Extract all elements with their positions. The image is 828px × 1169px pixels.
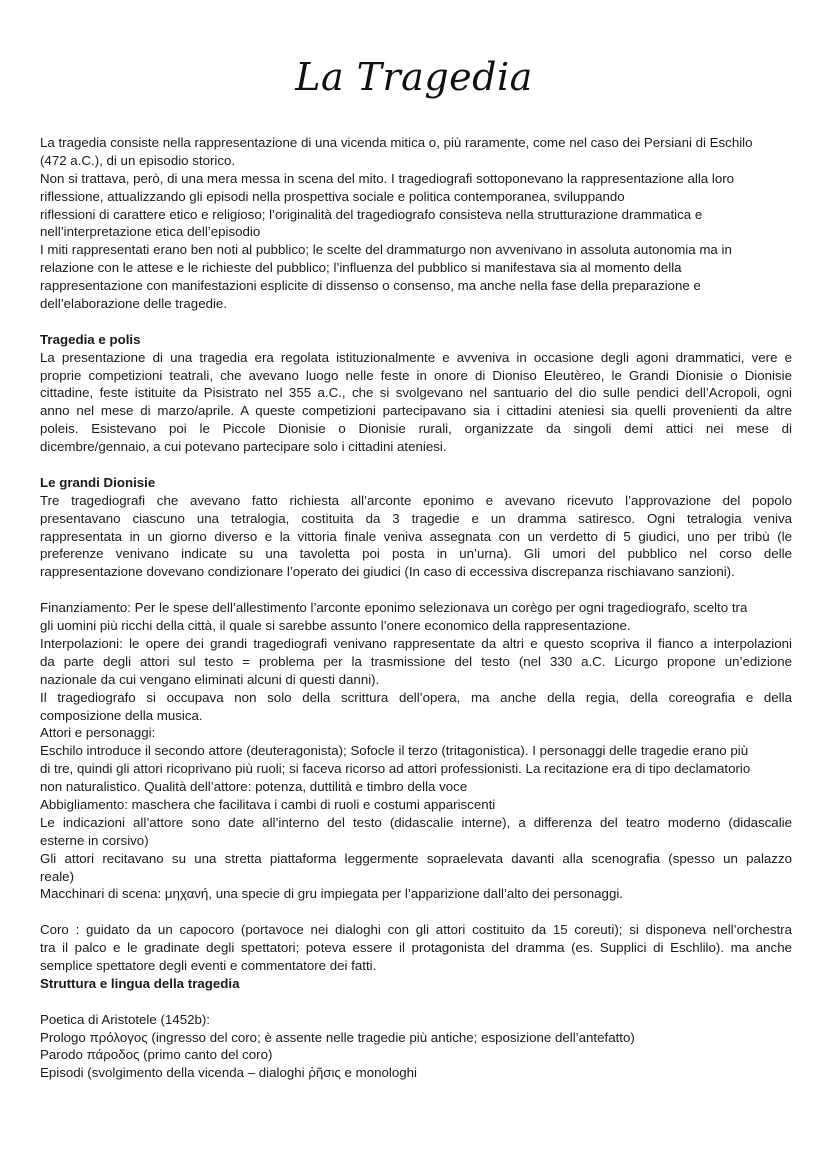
- text-line: riflessioni di carattere etico e religioso; l’originalità del tragediografo consisteva nella strutturazione drammatica e: [40, 206, 703, 222]
- text-line: Parodo πάροδος (primo canto del coro): [40, 1047, 273, 1063]
- text-line: La tragedia consiste nella rappresentazione di una vicenda mitica o, più raramente, come nel caso dei Persiani di Eschilo: [40, 135, 753, 150]
- text-line: dell’elaborazione delle tragedie.: [40, 296, 228, 312]
- text-line: Tre tragediografi che avevano fatto richiesta all’arconte eponimo e avevano ricevuto l’approvazione del popolo: [40, 492, 792, 508]
- text-line: Il tragediografo si occupava non solo della scrittura dell’opera, ma anche della regia, della coreografia e della: [40, 689, 792, 705]
- page-title: La Tragedia: [295, 55, 533, 99]
- text-line: Prologo πρόλογος (ingresso del coro; è assente nelle tragedie più antiche; esposizione dell’antefatto): [40, 1029, 635, 1045]
- text-line: rappresentazione dovevano condizionare l’operato dei giudici (In caso di eccessiva discrepanza rischiavano sanzioni).: [40, 564, 735, 580]
- text-line: Interpolazioni: le opere dei grandi tragediografi venivano rappresentate da altri e questo scopriva il fianco a interpolazioni: [40, 635, 792, 651]
- text-line: gli uomini più ricchi della città, il quale si sarebbe assunto l’onere economico della rappresentazione.: [40, 618, 631, 634]
- text-line: Poetica di Aristotele (1452b):: [40, 1011, 211, 1027]
- text-line: tra il palco e le gradinate degli spettatori; poteva essere il protagonista del dramma (es. Supplici di Eschlilo). ma anche: [40, 940, 792, 956]
- text-line: Abbigliamento: maschera che facilitava i cambi di ruoli e costumi appariscenti: [40, 796, 496, 812]
- text-line: anno nel mese di marzo/aprile. A queste competizioni partecipavano sia i cittadini ateniesi sia quelli provenienti da altre: [40, 403, 792, 419]
- text-line: nell’interpretazione etica dell’episodio: [40, 224, 261, 240]
- document-body: [40, 134, 792, 1082]
- text-line: La presentazione di una tragedia era regolata istituzionalmente e avveniva in occasione degli agoni drammatici, vere e: [40, 349, 792, 365]
- text-line: Episodi (svolgimento della vicenda – dialoghi ῥῆσις e monologhi: [40, 1065, 417, 1081]
- text-line: Non si trattava, però, di una mera messa in scena del mito. I tragediografi sottoponevano la rappresentazione alla loro: [40, 170, 735, 186]
- text-line: proprie competizioni teatrali, che avevano luogo nelle feste in onore di Dioniso Eleutèreo, le Grandi Dionisie o Dionisie: [40, 367, 792, 383]
- text-line: cittadine, feste istituite da Pisistrato nel 355 a.C., che si svolgevano nel santuario del dio sulle pendici dell’Acropoli, ogni: [40, 385, 792, 401]
- section-heading: Struttura e lingua della tragedia: [40, 975, 240, 991]
- text-line: nazionale da cui vengano eliminati alcuni di questi danni).: [40, 671, 380, 687]
- text-line: da parte degli attori sul testo = problema per la trasmissione del testo (nel 330 a.C. Licurgo propone un’edizione: [40, 653, 792, 669]
- blank-line: [40, 456, 792, 474]
- text-line: relazione con le attese e le richieste del pubblico; l’influenza del pubblico si manifestava sia al momento della: [40, 260, 682, 276]
- text-line: Eschilo introduce il secondo attore (deuteragonista); Sofocle il terzo (tritagonistica). I personaggi delle tragedie erano più: [40, 743, 749, 759]
- text-line: Coro : guidato da un capocoro (portavoce nei dialoghi con gli attori costituito da 15 coreuti); si disponeva nell’orchestra: [40, 922, 792, 938]
- text-line: composizione della musica.: [40, 707, 203, 723]
- text-line: rappresentazione con manifestazioni esplicite di dissenso o consenso, ma anche nella fase della preparazione e: [40, 278, 701, 294]
- text-line: Gli attori recitavano su una stretta piattaforma leggermente sopraelevata davanti alla scenografia (spesso un palazzo: [40, 850, 792, 866]
- blank-line: [40, 903, 792, 921]
- text-line: reale): [40, 868, 74, 884]
- text-line: Finanziamento: Per le spese dell’allestimento l’arconte eponimo selezionava un corègo per ogni tragediografo, scelto tra: [40, 600, 748, 616]
- text-line: riflessione, attualizzando gli episodi nella prospettiva sociale e politica contemporanea, sviluppando: [40, 188, 625, 204]
- text-line: preferenze venivano indicate su una tavoletta poi posta in un’urna). Gli umori del pubblico nel corso delle: [40, 546, 792, 562]
- text-line: esterne in corsivo): [40, 832, 149, 848]
- section-heading: Tragedia e polis: [40, 331, 141, 347]
- blank-line: [40, 581, 792, 599]
- text-line: Macchinari di scena: μηχανή, una specie di gru impiegata per l’apparizione dall’alto dei personaggi.: [40, 886, 623, 902]
- text-line: di tre, quindi gli attori ricoprivano più ruoli; si faceva ricorso ad attori professionisti. La recitazione era di tipo declamatorio: [40, 761, 751, 777]
- blank-line: [40, 313, 792, 331]
- text-line: I miti rappresentati erano ben noti al pubblico; le scelte del drammaturgo non avvenivano in assoluta autonomia ma in: [40, 242, 732, 258]
- text-line: dicembre/gennaio, a cui potevano partecipare solo i cittadini ateniesi.: [40, 439, 447, 455]
- blank-line: [40, 993, 792, 1011]
- text-line: poleis. Esistevano poi le Piccole Dionisie o Dionisie rurali, organizzate da singoli demi attici nei mese di: [40, 421, 792, 437]
- text-line: presentavano ciascuno una tetralogia, costituita da 3 tragedie e un dramma satiresco. Ogni tetralogia veniva: [40, 510, 792, 526]
- text-line: (472 a.C.), di un episodio storico.: [40, 152, 236, 168]
- text-line: semplice spettatore degli eventi e commentatore dei fatti.: [40, 957, 377, 973]
- section-heading: Le grandi Dionisie: [40, 474, 156, 490]
- text-line: Le indicazioni all’attore sono date all’interno del testo (didascalie interne), a differenza del teatro moderno (didascalie: [40, 814, 792, 830]
- text-line: non naturalistico. Qualità dell’attore: potenza, duttilità e timbro della voce: [40, 779, 468, 795]
- text-line: rappresentata in un giorno diverso e la vittoria finale veniva assegnata con un verdetto di 5 giudici, uno per tribù (le: [40, 528, 792, 544]
- text-line: Attori e personaggi:: [40, 725, 156, 741]
